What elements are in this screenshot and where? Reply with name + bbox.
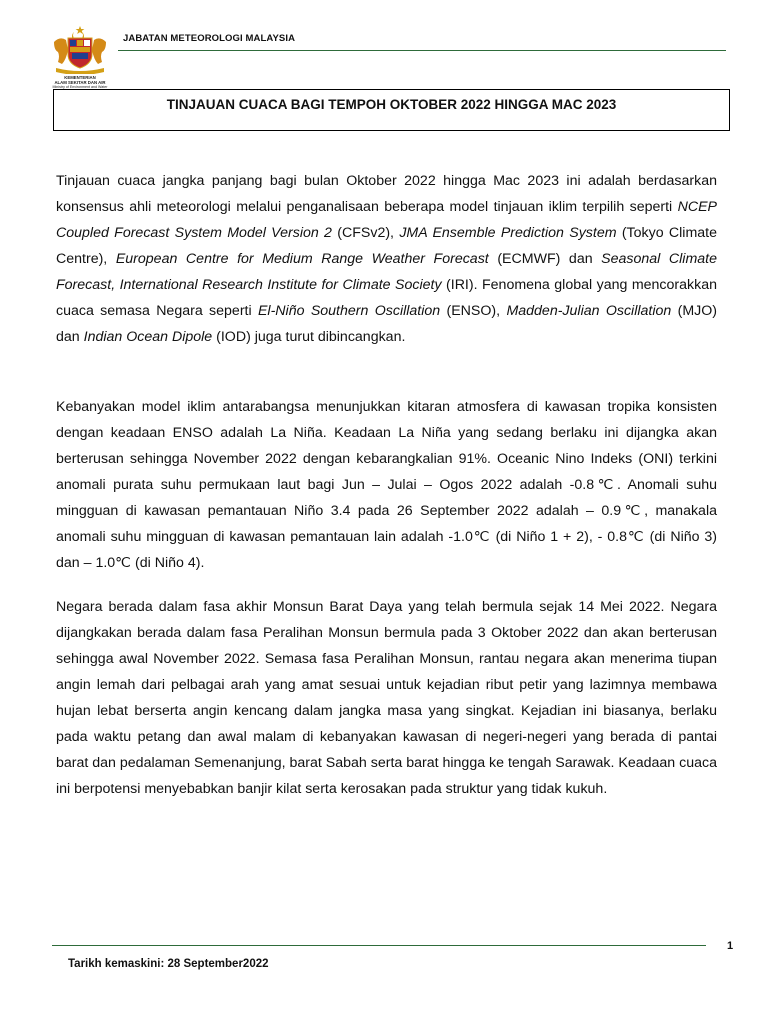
crest-caption bbox=[46, 75, 114, 90]
footer-divider bbox=[52, 945, 706, 946]
paragraph-1 bbox=[56, 168, 717, 350]
paragraph-3: Negara berada dalam fasa akhir Monsun Barat Daya yang telah bermula sejak 14 Mei 2022. Negara dijangkakan berada dalam fasa Peralihan Monsun bermula pada 3 Oktober 2022 dan akan berterusan sehingga awal November 2022. Semasa fasa Peralihan Monsun, rantau negara akan menerima tiupan angin lemah dari pelbagai arah yang amat sesuai untuk kejadian ribut petir yang lazimnya membawa hujan lebat berserta angin kencang dalam jangka masa yang singkat. Kejadian ini biasanya, berlaku pada waktu petang dan awal malam di kebanyakan kawasan di negeri-negeri yang berada di pantai barat dan pedalaman Semenanjung, barat Sabah serta barat hingga ke tengah Sarawak. Keadaan cuaca ini berpotensi menyebabkan banjir kilat serta kerosakan pada struktur yang tidak kukuh. bbox=[56, 599, 717, 797]
p1-text-2: (CFSv2), bbox=[331, 225, 400, 241]
p1-text-3: (Tokyo Climate Centre), bbox=[56, 225, 718, 267]
p1-phenomenon-2: Madden-Julian Oscillation bbox=[506, 303, 672, 319]
p1-text-8: (IOD) juga turut dibincangkan. bbox=[212, 329, 406, 345]
p1-model-4: Seasonal Climate Forecast, International Research Institute for Climate Society bbox=[56, 251, 717, 293]
last-updated-date: Tarikh kemaskini: 28 September2022 bbox=[68, 958, 269, 970]
coat-of-arms-logo bbox=[46, 24, 114, 89]
crest-emblem-icon bbox=[46, 24, 114, 74]
p1-text-6: (ENSO), bbox=[440, 303, 507, 319]
p1-model-3: European Centre for Medium Range Weather Forecast bbox=[115, 251, 489, 267]
title-box bbox=[53, 89, 730, 131]
document-title: TINJAUAN CUACA BAGI TEMPOH OKTOBER 2022 HINGGA MAC 2023 bbox=[166, 97, 617, 112]
crest-line-3: Ministry of Environment and Water bbox=[52, 85, 108, 89]
p1-text-4: (ECMWF) dan bbox=[488, 251, 602, 267]
p1-model-1: NCEP Coupled Forecast System Model Version 2 bbox=[56, 199, 717, 241]
page-number: 1 bbox=[727, 940, 734, 952]
paragraph-2: Kebanyakan model iklim antarabangsa menunjukkan kitaran atmosfera di kawasan tropika konsisten dengan keadaan ENSO adalah La Niña. Keadaan La Niña yang sedang berlaku ini dijangka akan berterusan sehingga November 2022 dengan kebarangkalian 91%. Oceanic Nino Indeks (ONI) terkini anomali purata suhu permukaan laut bagi Jun – Julai – Ogos 2022 adalah -0.8℃. Anomali suhu mingguan di kawasan pemantauan Niño 3.4 pada 26 September 2022 adalah – 0.9℃, manakala anomali suhu mingguan di kawasan pemantauan lain adalah -1.0℃ (di Niño 1 + 2), - 0.8℃ (di Niño 3) dan – 1.0℃ (di Niño 4). bbox=[56, 399, 717, 571]
p1-text-1: Tinjauan cuaca jangka panjang bagi bulan Oktober 2022 hingga Mac 2023 ini adalah berdasarkan konsensus ahli meteorologi melalui penganalisaan beberapa model tinjauan iklim terpilih seperti bbox=[56, 173, 717, 215]
p1-text-5: (IRI). Fenomena global yang mencorakkan cuaca semasa Negara seperti bbox=[56, 277, 718, 319]
agency-name: JABATAN METEOROLOGI MALAYSIA bbox=[123, 33, 296, 44]
p1-phenomenon-1: El-Niño Southern Oscillation bbox=[257, 303, 441, 319]
crest-line-1: KEMENTERIAN bbox=[64, 75, 96, 80]
p1-phenomenon-3: Indian Ocean Dipole bbox=[83, 329, 213, 345]
p1-text-7: (MJO) dan bbox=[56, 303, 718, 345]
header-divider bbox=[118, 50, 726, 51]
crest-line-2: ALAM SEKITAR DAN AIR bbox=[54, 80, 106, 85]
p1-model-2: JMA Ensemble Prediction System bbox=[399, 225, 617, 241]
